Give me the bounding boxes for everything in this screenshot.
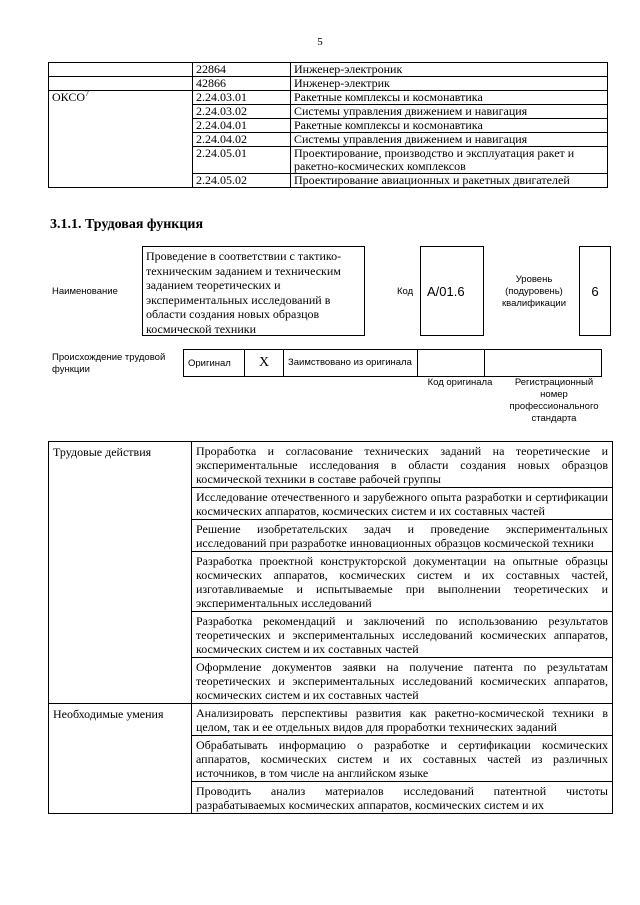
section-title: 3.1.1. Трудовая функция — [50, 217, 204, 232]
level-label: Уровень (подуровень) квалификации — [501, 274, 567, 309]
code-original-label: Код оригинала — [427, 377, 493, 388]
name-cell: Ракетные комплексы и космонавтика — [291, 119, 608, 133]
name-cell: Системы управления движением и навигация — [291, 105, 608, 119]
name-cell: Проектирование авиационных и ракетных двигателей — [291, 174, 608, 188]
labor-action-item: Проработка и согласование технических заданий на теоретические и экспериментальные исследования в области создания новых образцов космической техники в составе рабочей группы — [192, 442, 613, 488]
table-row — [49, 77, 608, 91]
skill-item: Анализировать перспективы развития как ракетно-космической техники в целом, так и ее отдельных видов для проработки технических заданий — [192, 704, 613, 736]
labor-action-item: Оформление документов заявки на получение патента по результатам теоретических и экспериментальных исследований космических аппаратов, космических систем и их составных частей — [192, 658, 613, 704]
code-cell: 2.24.03.01 — [193, 91, 291, 105]
function-name-value: Проведение в соответствии с тактико-техническим заданием и техническим заданием теоретических и экспериментальных исследований в области создания новых образцов космической техники — [142, 246, 365, 336]
labor-action-item: Исследование отечественного и зарубежного опыта разработки и сертификации космических аппаратов, космических систем и их составных частей — [192, 488, 613, 520]
function-code-value: А/01.6 — [420, 246, 484, 336]
skills-label: Необходимые умения — [49, 704, 192, 814]
code-cell: 2.24.03.02 — [193, 105, 291, 119]
name-cell: Системы управления движением и навигация — [291, 133, 608, 147]
code-label: Код — [397, 286, 414, 297]
codes-table — [48, 62, 608, 188]
name-cell: Инженер-электрик — [291, 77, 608, 91]
name-cell: Проектирование, производство и эксплуатация ракет и ракетно-космических комплексов — [291, 147, 608, 174]
page-number: 5 — [317, 36, 323, 48]
code-cell: 2.24.04.02 — [193, 133, 291, 147]
labor-actions-label: Трудовые действия — [49, 442, 192, 704]
original-label: Оригинал — [184, 350, 245, 377]
labor-function-table — [48, 441, 613, 814]
code-original-cell — [418, 350, 485, 377]
code-cell: 22864 — [193, 63, 291, 77]
group-cell — [49, 63, 193, 77]
skill-item: Проводить анализ материалов исследований патентной чистоты разрабатываемых космических аппаратов, космических систем и их — [192, 782, 613, 814]
labor-action-item: Разработка рекомендаций и заключений по использованию результатов теоретических и экспериментальных исследований космических аппаратов, космических систем и их составных частей — [192, 612, 613, 658]
table-row — [49, 442, 613, 488]
labor-action-item: Решение изобретательских задач и проведение экспериментальных исследований при разработке инновационных образцов космической техники — [192, 520, 613, 552]
code-cell: 2.24.04.01 — [193, 119, 291, 133]
borrowed-label: Заимствовано из оригинала — [284, 350, 418, 377]
table-row — [49, 704, 613, 736]
labor-action-item: Разработка проектной конструкторской документации на опытные образцы космических аппаратов, космических систем и их составных частей, изготавливаемые и испытываемые при выполнении теоретических и экспериментальных исследований — [192, 552, 613, 612]
table-row — [49, 91, 608, 105]
reg-number-cell — [485, 350, 602, 377]
code-cell: 2.24.05.02 — [193, 174, 291, 188]
name-cell: Инженер-электроник — [291, 63, 608, 77]
origin-table — [183, 349, 602, 377]
name-cell: Ракетные комплексы и космонавтика — [291, 91, 608, 105]
table-row — [49, 63, 608, 77]
skill-item: Обрабатывать информацию о разработке и сертификации космических аппаратов, космических систем и их составных частей из различных источников, в том числе на английском языке — [192, 736, 613, 782]
qualification-level-value: 6 — [579, 246, 611, 336]
original-mark: X — [245, 350, 284, 377]
table-row — [184, 350, 602, 377]
group-cell — [49, 77, 193, 91]
origin-label: Происхождение трудовой функции — [52, 352, 166, 375]
name-label: Наименование — [52, 286, 118, 297]
reg-number-label: Регистрационный номер профессионального стандарта — [509, 377, 599, 424]
code-cell: 2.24.05.01 — [193, 147, 291, 174]
code-cell: 42866 — [193, 77, 291, 91]
group-cell-okso: ОКСО$^7$ — [49, 91, 193, 188]
